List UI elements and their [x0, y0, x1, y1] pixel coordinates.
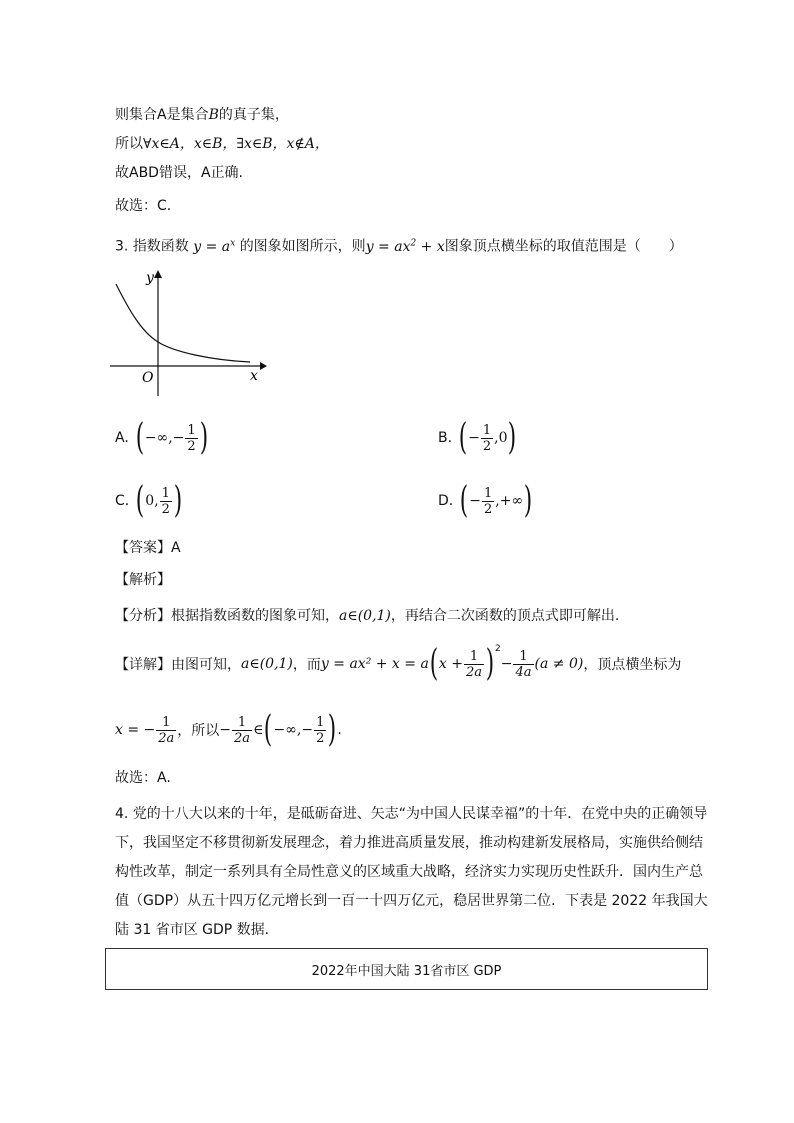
fenxi-tag: 【分析】 [115, 608, 171, 624]
text-line-conclusion: 故ABD错误，A正确. [115, 165, 243, 181]
text-line-subset [115, 105, 289, 125]
function-exp: $y = a^x$ [193, 238, 236, 255]
origin-label: O [142, 370, 154, 386]
analysis-heading: 【解析】 [115, 572, 171, 588]
answer-line: 【答案】A [115, 540, 181, 556]
function-quadratic: $y = ax^2 + x$ [365, 238, 445, 255]
question-number: 3. [115, 238, 129, 255]
xiangjie-line: 【详解】 由图可知， a∈(0,1) ，而 y = ax² + x = a ( x + $\frac{1}{2a}$ ) $^2$ − $\frac{1}{4a}$ (a ≠ 0) ，顶点横坐标为 [115, 643, 682, 684]
stem-text-c: 图象顶点横坐标的取值范围是（ ） [444, 238, 683, 255]
stem-text-b: 的图象如图所示，则 [239, 238, 366, 255]
y-axis-arrow [154, 270, 162, 278]
question-3-stem [115, 233, 683, 257]
subset-text-a: 则集合A是集合 [115, 107, 209, 123]
y-label: y [146, 270, 154, 286]
option-b[interactable]: B. ( − $\frac{1}{2}$ ,0 ) [438, 417, 517, 458]
final-choice: 故选：A. [115, 770, 171, 786]
text-line-quantifiers [115, 134, 329, 154]
exponential-graph [110, 262, 270, 402]
option-d[interactable]: D. ( − $\frac{1}{2}$ ,+∞ ) [438, 480, 533, 521]
option-a[interactable]: A. ( −∞,− $\frac{1}{2}$ ) [115, 417, 208, 458]
vertex-line: x = − $\frac{1}{2a}$ ，所以 − $\frac{1}{2a}$ ∈ ( −∞,− $\frac{1}{2}$ ) . [115, 709, 342, 750]
x-label: x [250, 368, 258, 384]
fenxi-math: a∈(0,1) [339, 608, 391, 624]
stem-text-a: 指数函数 [132, 238, 189, 255]
question-4-paragraph: 4. 党的十八大以来的十年，是砥砺奋进、矢志“为中国人民谋幸福”的十年．在党中央的正确领导下，我国坚定不移贯彻新发展理念，着力推进高质量发展，推动构建新发展格局，实施供给侧结构性改革，制定一系列具有全局性意义的区域重大战略，经济实力实现历史性跃升．国内生产总值（GDP）从五十四万亿元增长到一百一十四万亿元，稳居世界第二位．下表是 2022 年我国大陆 31 省市区 GDP 数据． [115, 806, 708, 938]
text-line-choice-c: 故选：C. [115, 198, 172, 214]
xiangjie-tag: 【详解】 [115, 657, 171, 673]
set-b-symbol: B [208, 107, 219, 123]
quantifier-prefix: 所以 [115, 136, 143, 152]
gdp-table-header [105, 948, 708, 990]
fenxi-line: 【分析】根据指数函数的图象可知，a∈(0,1)，再结合二次函数的顶点式即可解出. [115, 608, 620, 624]
option-c[interactable]: C. ( 0, $\frac{1}{2}$ ) [115, 480, 183, 521]
x-axis-arrow [260, 362, 267, 370]
gdp-table-title: 2022年中国大陆 31省市区 GDP [311, 963, 502, 979]
subset-text-b: 的真子集， [218, 107, 289, 123]
exp-curve [116, 284, 250, 362]
quantifier-math: ∀x∈A，x∈B，∃x∈B，x∉A， [143, 136, 329, 152]
